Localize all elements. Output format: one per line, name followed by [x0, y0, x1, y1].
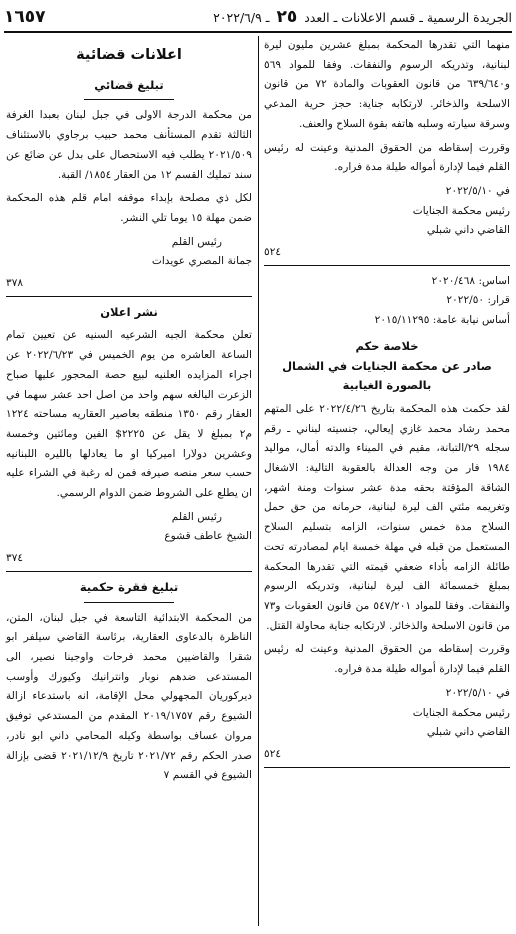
summary-title: خلاصة حكم — [355, 338, 419, 353]
section-rule — [6, 296, 252, 297]
right-column — [264, 36, 510, 774]
page-header — [4, 4, 512, 30]
judgment-date: في ٢٠٢٢/٥/١٠ — [445, 184, 510, 197]
section-rule-2 — [264, 767, 510, 768]
notice-body-2: لكل ذي مصلحة بإبداء موقفه امام قلم هذه المحكمة ضمن مهلة ١٥ يوما تلي النشر. — [6, 192, 252, 224]
judgment-civil-rights-2: وقررت إسقاطه من الحقوق المدنية وعينت له رئيس القلم فيما لإدارة أمواله طيلة مدة فراره. — [264, 643, 510, 676]
running-title — [213, 7, 512, 27]
notice-body: من محكمة الدرجة الاولى في جبل لبنان بعبدا الغرفة الثالثة تقدم المستأنف محمد حبيب برجاوي بالاستئناف ٢٠٢١/٥٠٩ يطلب فيه الاستحصال على بدل عن ضائع عن سند تمليك القسم ١٢ من العقار ١٨٥٤/ القبة. — [6, 109, 252, 181]
header-rule — [4, 31, 512, 33]
signature-name: جمانة المصري عويدات — [151, 255, 252, 268]
notice-number-2: ٥٢٤ — [264, 747, 282, 760]
section-rule — [6, 571, 252, 572]
case-prosecution-basis: أساس نيابة عامة: ٢٠١٥/١١٢٩٥ — [374, 314, 510, 327]
notice-body: من المحكمة الابتدائية التاسعة في جبل لبنان، المتن، الناظرة بالدعاوى العقارية، برئاسة القاضي سيلفر ابو شقرا والقاضيين محمد فرحات واوجينا نصير، الى المستدعى ضدهم نوبار وانترانيك وكيورك وأوسب ديركوريان المجهولي محل الإقامة، انه باستدعاء ازالة الشيوع رقم ٢٠١٩/١٧٥٧ المقدم من المستدعي توفيق مروان عساف بواسطة وكيله المحامي داني ابو نادر، صدر الحكم رقم ٢٠٢١/٧٢ تاريخ ٢٠٢١/١٢/٩ قضى بإزالة الشيوع في القسم ٧ — [6, 611, 253, 782]
notice-number: ٥٢٤ — [264, 246, 282, 259]
left-column — [6, 36, 252, 790]
notice-title: تبليغ قضائي — [94, 77, 164, 92]
judge-name-2: القاضي داني شبلي — [426, 726, 510, 739]
summary-subtitle-court: صادر عن محكمة الجنايات في الشمال — [282, 358, 492, 373]
page-number: ١٦٥٧ — [4, 7, 46, 27]
section-title: اعلانات قضائية — [76, 47, 182, 63]
notice-title: تبليغ فقرة حكمية — [79, 579, 179, 594]
case-basis: اساس: ٢٠٢٠/٤٦٨ — [431, 274, 510, 287]
issue-date: ـ ٢٠٢٢/٦/٩ — [213, 10, 270, 25]
judgment-civil-rights: وقررت إسقاطه من الحقوق المدنية وعينت له رئيس القلم فيما لإدارة أمواله طيلة مدة فراره. — [264, 141, 510, 174]
signature-title: رئيس القلم — [171, 235, 222, 248]
judgment-continuation: منهما التي تقدرها المحكمة بمبلغ عشرين مليون ليرة لبنانية، وتدريكه الرسوم والنفقات. وفقا للمواد ٥٦٩ و٦٣٩/٦٤٠ من قانون العقوبات والمادة ٧٢ من قانون الاسلحة والذخائر. لارتكابه جناية: حجز حرية المدعي وسرقة سيارته وسلبه هاتفه بقوة السلاح والعنف. — [264, 39, 510, 130]
court-president-title-2: رئيس محكمة الجنايات — [412, 706, 510, 719]
court-president-title: رئيس محكمة الجنايات — [412, 204, 510, 217]
signature-title: رئيس القلم — [171, 510, 222, 523]
title-underline — [84, 99, 174, 100]
running-title-text: الجريدة الرسمية ـ قسم الاعلانات ـ العدد — [304, 10, 512, 25]
summary-subtitle-mode: بالصورة الغيابية — [342, 378, 432, 393]
signature-name: الشيخ عاطف قشوع — [164, 530, 252, 543]
judgment-date-2: في ٢٠٢٢/٥/١٠ — [445, 686, 510, 699]
notice-body: تعلن محكمة الجبه الشرعيه السنيه عن تعيين تمام الساعة العاشره من يوم الخميس في ٢٠٢٢/٦/٢٣ عن اجراء المزايده العلنيه لبيع حصة المحجور عليها صباح الزعرت البالغه سهم واحد من اصل احد عشر سهما في العقار رقم ١٣٥٠ منطقه بعاصير العقاريه مساحته ١٢٢٤ م٢ بمبلغ لا يقل عن ٢٢٢٥$ الفين ومائتين وخمسة وعشرين دولارا اميركيا او ما يعادلها بالليره اللبنانيه حسب سعر منصه صيرفه فمن له رغبة في الشراء عليه ان يطلع على الشروط ضمن الدوام الرسمي. — [6, 329, 252, 500]
case-decision: قرار: ٢٠٢٢/٥٠ — [446, 294, 510, 307]
notice-number: ٣٧٤ — [6, 552, 24, 565]
judge-name: القاضي داني شبلي — [426, 224, 510, 237]
issue-number: ٢٥ — [276, 7, 298, 27]
title-underline — [84, 602, 174, 603]
judgment-body: لقد حكمت هذه المحكمة بتاريخ ٢٠٢٢/٤/٢٦ على المتهم محمد رشاد محمد غازي إيعالي، جنسيته لبناني ـ رقم سجله ٢٩/التبانة، مقيم في الميناء والدته أمال، مواليد ١٩٨٤ فار من وجه العدالة بالعقوبة التالية: الاشغال الشاقة المؤقتة بحقه مدة عشر سنوات ومنة اشهر، وتغريمه مئتي الف ليرة لبنانية، حرمانه من حق حمل السلاح مدة خمس سنوات، الزامه بتسليم السلاح المستعمل من قبله في مهلة خمسة ايام لمصادرته تحت طائلة الزامه بأداء ضعفي قيمته التي تقدرها المحكمة بمبلغ خمسمائة الف ليرة لبنانية، وتدريكه الرسوم والنفقات. وفقا للمواد ٥٤٧/٢٠١ من قانون العقوبات و٧٣ من قانون الاسلحة والذخائر. لارتكابه جناية محاولة القتل. — [264, 402, 510, 632]
column-divider — [258, 36, 259, 926]
notice-title: نشر اعلان — [100, 304, 158, 319]
section-rule — [264, 265, 510, 266]
notice-number: ٣٧٨ — [6, 277, 24, 290]
